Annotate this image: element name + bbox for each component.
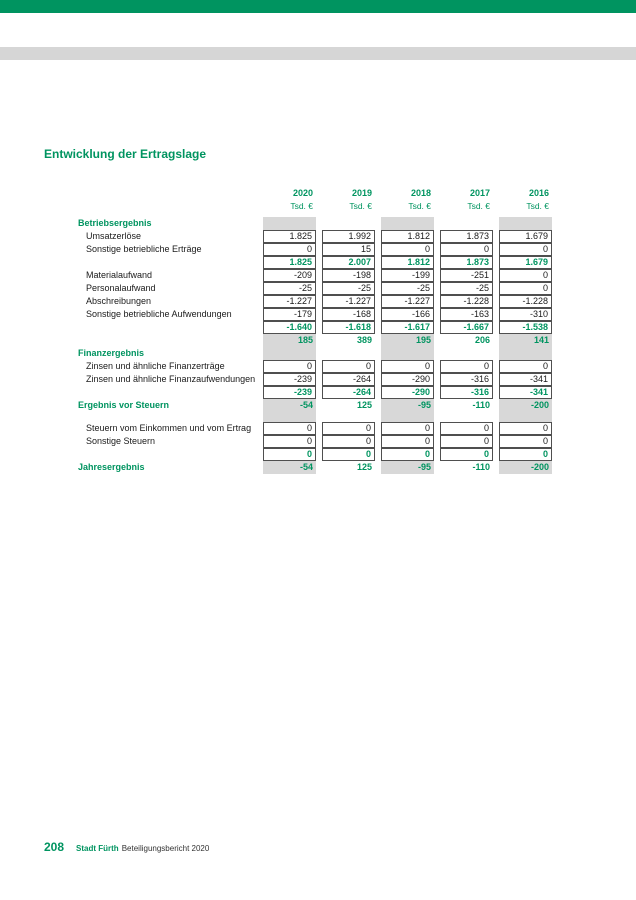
table-row [44, 386, 552, 399]
value-cell: 185 [263, 334, 316, 347]
value-cell: -1.617 [381, 321, 434, 334]
value-cell: -290 [381, 373, 434, 386]
value-cell [263, 412, 316, 422]
value-cell: 0 [440, 448, 493, 461]
row-label: Abschreibungen [86, 296, 152, 306]
table-row [44, 334, 552, 347]
value-cell: 0 [499, 360, 552, 373]
value-cell: -163 [440, 308, 493, 321]
table-row [44, 399, 552, 412]
table-row [44, 230, 552, 243]
footer-brand: Stadt Fürth [76, 844, 119, 853]
value-cell: -25 [440, 282, 493, 295]
value-cell: 0 [263, 448, 316, 461]
row-label: Zinsen und ähnliche Finanzerträge [86, 361, 225, 371]
value-cell: 1.679 [499, 256, 552, 269]
earnings-development-table [44, 187, 552, 474]
value-cell [381, 217, 434, 230]
value-cell: 0 [381, 422, 434, 435]
table-row [44, 256, 552, 269]
year-header: 2019 [351, 188, 372, 198]
top-accent-bar [0, 0, 636, 13]
value-cell: -200 [499, 461, 552, 474]
table-row [44, 360, 552, 373]
table-row [44, 422, 552, 435]
value-cell [440, 217, 493, 230]
table-row [44, 448, 552, 461]
footer-text: Beteiligungsbericht 2020 [121, 844, 210, 853]
value-cell: 1.812 [381, 256, 434, 269]
value-cell: -290 [381, 386, 434, 399]
value-cell: 0 [263, 243, 316, 256]
value-cell: -310 [499, 308, 552, 321]
value-cell: 0 [263, 435, 316, 448]
row-label: Materialaufwand [86, 270, 153, 280]
value-cell [440, 347, 493, 360]
value-cell: -54 [263, 399, 316, 412]
value-cell: -1.618 [322, 321, 375, 334]
value-cell: -198 [322, 269, 375, 282]
header-divider-bar [0, 47, 636, 60]
unit-header-row [44, 200, 552, 213]
unit-label: Tsd. € [526, 201, 549, 211]
value-cell: -209 [263, 269, 316, 282]
value-cell: 0 [499, 282, 552, 295]
value-cell: 0 [381, 243, 434, 256]
value-cell: 0 [440, 435, 493, 448]
table-row [44, 295, 552, 308]
table-row [44, 243, 552, 256]
value-cell: 1.873 [440, 256, 493, 269]
value-cell: -25 [381, 282, 434, 295]
value-cell: -1.228 [440, 295, 493, 308]
table-row [44, 461, 552, 474]
value-cell: -316 [440, 373, 493, 386]
value-cell [322, 217, 375, 230]
value-cell: -25 [322, 282, 375, 295]
row-label: Sonstige betriebliche Erträge [86, 244, 202, 254]
value-cell: 0 [499, 435, 552, 448]
value-cell: -95 [381, 461, 434, 474]
value-cell [381, 347, 434, 360]
page-number: 208 [44, 840, 65, 854]
value-cell: -110 [472, 462, 490, 472]
value-cell: -316 [440, 386, 493, 399]
table-row [44, 321, 552, 334]
year-header: 2016 [528, 188, 549, 198]
value-cell: 0 [322, 422, 375, 435]
row-label [44, 386, 257, 399]
table-row [44, 373, 552, 386]
page-title: Entwicklung der Ertragslage [44, 147, 207, 161]
value-cell: -251 [440, 269, 493, 282]
value-cell: 0 [381, 360, 434, 373]
value-cell: -1.228 [499, 295, 552, 308]
value-cell: 0 [499, 448, 552, 461]
value-cell: 389 [356, 335, 372, 345]
row-label: Sonstige betriebliche Aufwendungen [86, 309, 232, 319]
year-header-row [44, 187, 552, 200]
table-row [44, 282, 552, 295]
value-cell: 141 [499, 334, 552, 347]
value-cell: 0 [381, 435, 434, 448]
value-cell: -1.227 [381, 295, 434, 308]
value-cell: 125 [356, 462, 372, 472]
header-spacer [44, 200, 257, 213]
value-cell: -341 [499, 386, 552, 399]
value-cell: 206 [474, 335, 490, 345]
year-header: 2017 [469, 188, 490, 198]
value-cell [322, 347, 375, 360]
value-cell [499, 217, 552, 230]
year-header: 2020 [292, 188, 313, 198]
value-cell: 2.007 [322, 256, 375, 269]
value-cell [263, 347, 316, 360]
header-spacer [44, 187, 257, 200]
value-cell: -95 [381, 399, 434, 412]
value-cell: -54 [263, 461, 316, 474]
row-label [44, 321, 257, 334]
value-cell: 15 [322, 243, 375, 256]
value-cell: -200 [499, 399, 552, 412]
spacer-row [44, 412, 552, 422]
value-cell: -1.640 [263, 321, 316, 334]
value-cell: 1.873 [440, 230, 493, 243]
value-cell: -25 [263, 282, 316, 295]
unit-label: Tsd. € [467, 201, 490, 211]
value-cell: -341 [499, 373, 552, 386]
value-cell: 0 [499, 422, 552, 435]
value-cell [263, 217, 316, 230]
unit-label: Tsd. € [290, 201, 313, 211]
value-cell: -1.227 [322, 295, 375, 308]
value-cell: 0 [499, 243, 552, 256]
row-label: Betriebsergebnis [78, 218, 152, 228]
value-cell: -166 [381, 308, 434, 321]
value-cell [322, 412, 375, 422]
row-label: Personalaufwand [86, 283, 156, 293]
row-label: Sonstige Steuern [86, 436, 156, 446]
value-cell: -1.667 [440, 321, 493, 334]
value-cell: 0 [381, 448, 434, 461]
value-cell: -168 [322, 308, 375, 321]
value-cell: 1.825 [263, 256, 316, 269]
table-row [44, 269, 552, 282]
value-cell [499, 347, 552, 360]
value-cell: -264 [322, 386, 375, 399]
value-cell: 1.679 [499, 230, 552, 243]
row-label: Finanzergebnis [78, 348, 145, 358]
value-cell: -239 [263, 386, 316, 399]
value-cell: -199 [381, 269, 434, 282]
row-label [44, 334, 257, 347]
value-cell: 0 [440, 422, 493, 435]
value-cell: 0 [440, 243, 493, 256]
value-cell [381, 412, 434, 422]
value-cell: 0 [440, 360, 493, 373]
row-label: Ergebnis vor Steuern [78, 400, 170, 410]
page-footer [44, 840, 209, 854]
value-cell: 0 [499, 269, 552, 282]
value-cell [440, 412, 493, 422]
row-label [44, 448, 257, 461]
row-label [44, 412, 257, 422]
table-row [44, 347, 552, 360]
table-row [44, 435, 552, 448]
value-cell: 1.825 [263, 230, 316, 243]
row-label: Jahresergebnis [78, 462, 145, 472]
value-cell: 1.812 [381, 230, 434, 243]
value-cell: 1.992 [322, 230, 375, 243]
value-cell: 125 [356, 400, 372, 410]
row-label: Steuern vom Einkommen und vom Ertrag [86, 423, 252, 433]
row-label [44, 256, 257, 269]
value-cell: -110 [472, 400, 490, 410]
value-cell: 0 [263, 360, 316, 373]
value-cell: -264 [322, 373, 375, 386]
unit-label: Tsd. € [349, 201, 372, 211]
value-cell: 0 [263, 422, 316, 435]
value-cell: 0 [322, 448, 375, 461]
table-row [44, 217, 552, 230]
value-cell: -179 [263, 308, 316, 321]
table-row [44, 308, 552, 321]
value-cell [499, 412, 552, 422]
value-cell: 0 [322, 435, 375, 448]
value-cell: -1.227 [263, 295, 316, 308]
value-cell: 0 [322, 360, 375, 373]
row-label: Zinsen und ähnliche Finanzaufwendungen [86, 374, 256, 384]
unit-label: Tsd. € [408, 201, 431, 211]
year-header: 2018 [410, 188, 431, 198]
value-cell: 195 [381, 334, 434, 347]
value-cell: -239 [263, 373, 316, 386]
row-label: Umsatzerlöse [86, 231, 142, 241]
value-cell: -1.538 [499, 321, 552, 334]
